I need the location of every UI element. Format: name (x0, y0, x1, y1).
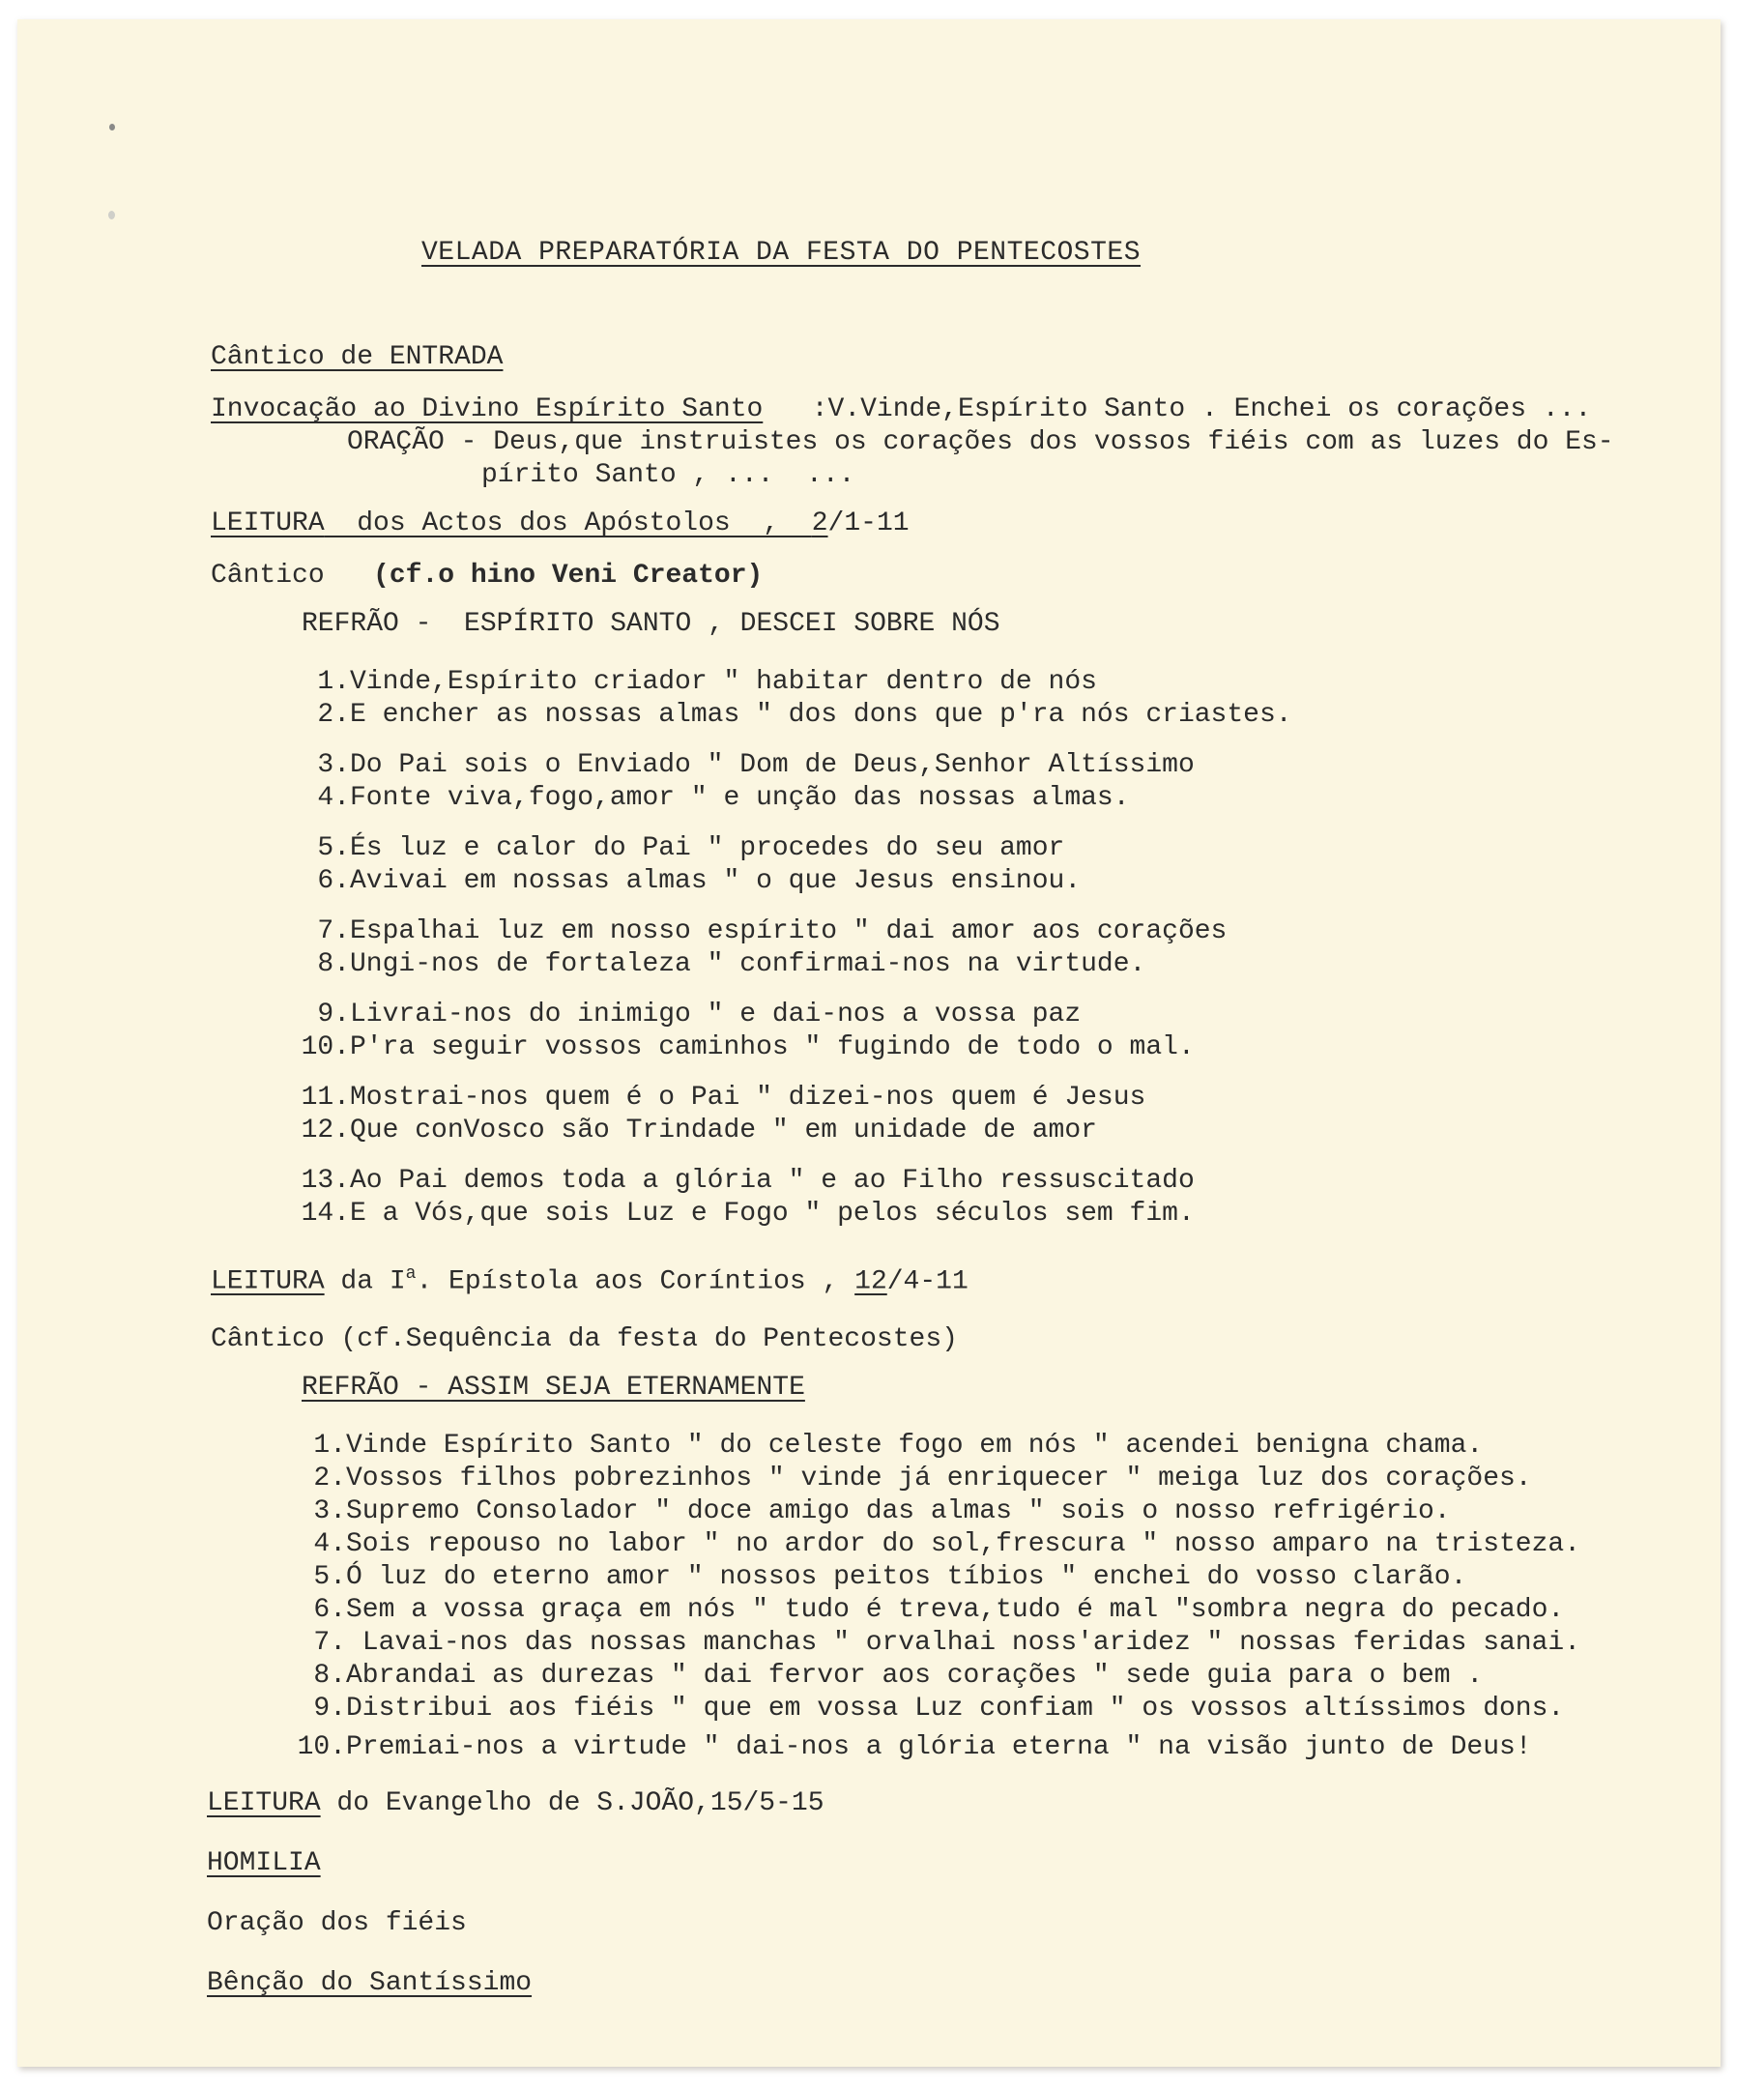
verse-line (288, 1628, 1580, 1659)
verse-number: 8. (317, 949, 350, 979)
verse-number: 5. (313, 1562, 346, 1592)
verse-line (292, 667, 1097, 698)
verse-number: 11. (301, 1083, 350, 1113)
verse-number: 9. (317, 1000, 350, 1030)
verse-text: Livrai-nos do inimigo " e dai-nos a vossa paz (350, 1000, 1082, 1030)
verse-number: 3. (317, 750, 350, 780)
verse-line (292, 916, 1227, 947)
verse-text: Supremo Consolador " doce amigo das almas " sois o nosso refrigério. (346, 1496, 1451, 1526)
verse-number: 12. (301, 1116, 350, 1146)
verse-line (288, 1694, 1564, 1725)
verse-number: 2. (313, 1464, 346, 1494)
verse-number: 7. (317, 916, 350, 946)
verse-line (288, 1732, 1532, 1763)
verse-text: Do Pai sois o Enviado " Dom de Deus,Senhor Altíssimo (350, 750, 1195, 780)
verse-text: Abrandai as durezas " dai fervor aos corações " sede guia para o bem . (346, 1661, 1484, 1691)
song1-title: Cântico (211, 561, 325, 591)
verse-text: E a Vós,que sois Luz e Fogo " pelos séculos sem fim. (350, 1199, 1195, 1229)
reading-label: LEITURA (207, 1788, 321, 1818)
verse-line (292, 1083, 1145, 1114)
verse-text: Vinde,Espírito criador " habitar dentro de nós (350, 667, 1097, 697)
entrance-song-heading: Cântico de ENTRADA (211, 342, 504, 372)
verse-text: Sem a vossa graça em nós " tudo é treva,tudo é mal "sombra negra do pecado. (346, 1595, 1565, 1625)
verse-line (288, 1464, 1532, 1494)
page-title: VELADA PREPARATÓRIA DA FESTA DO PENTECOSTES (421, 238, 1142, 268)
verse-text: És luz e calor do Pai " procedes do seu amor (350, 833, 1065, 863)
verse-number: 1. (317, 667, 350, 697)
song1-heading (211, 561, 763, 592)
verse-number: 1. (313, 1431, 346, 1461)
verse-number: 5. (317, 833, 350, 863)
verse-line (292, 1166, 1195, 1197)
invocation-versicle: :V.Vinde,Espírito Santo . Enchei os corações ... (811, 394, 1592, 424)
invocation-heading: Invocação ao Divino Espírito Santo (211, 394, 764, 424)
verse-line (292, 833, 1064, 864)
verse-text: Ao Pai demos toda a glória " e ao Filho ressuscitado (350, 1166, 1195, 1196)
reading-ref-verses: /4-11 (886, 1266, 969, 1297)
song2-refrain: REFRÃO - ASSIM SEJA ETERNAMENTE (302, 1373, 805, 1403)
reading-acts (211, 508, 910, 539)
verse-text: Fonte viva,fogo,amor " e unção das nossas almas. (350, 783, 1130, 813)
homily-heading: HOMILIA (207, 1848, 321, 1878)
song1-note: (cf.o hino Veni Creator) (373, 561, 764, 591)
verse-line (288, 1595, 1564, 1626)
paper-speck (108, 211, 115, 219)
song2-title: Cântico (cf.Sequência da festa do Pentecostes) (211, 1324, 958, 1354)
verse-text: Sois repouso no labor " no ardor do sol,frescura " nosso amparo na tristeza. (346, 1529, 1581, 1559)
verse-text: Espalhai luz em nosso espírito " dai amor aos corações (350, 916, 1228, 946)
verse-line (288, 1562, 1466, 1593)
verse-line (288, 1661, 1483, 1692)
verse-number: 13. (301, 1166, 350, 1196)
reading-gospel-source: do Evangelho de S.JOÃO,15/5-15 (320, 1788, 824, 1818)
invocation-prayer-line-1: ORAÇÃO - Deus,que instruistes os corações dos vossos fiéis com as luzes do Es- (347, 427, 1614, 457)
verse-number: 6. (313, 1595, 346, 1625)
verse-number: 9. (313, 1694, 346, 1724)
reading-source: dos Actos dos Apóstolos , (324, 508, 812, 538)
verse-text: Vinde Espírito Santo " do celeste fogo em nós " acendei benigna chama. (346, 1431, 1484, 1461)
verse-number: 8. (313, 1661, 346, 1691)
verse-text: Distribui aos fiéis " que em vossa Luz confiam " os vossos altíssimos dons. (346, 1694, 1565, 1724)
reading-ref-chapter: 2 (811, 508, 828, 538)
reading-source-a: da I (324, 1266, 406, 1297)
verse-number: 10. (301, 1032, 350, 1062)
verse-text: Que conVosco são Trindade " em unidade de amor (350, 1116, 1097, 1146)
verse-line (292, 700, 1292, 731)
verse-line (292, 1199, 1195, 1230)
verse-text: Ungi-nos de fortaleza " confirmai-nos na virtude. (350, 949, 1146, 979)
invocation-prayer-line-2: pírito Santo , ... ... (481, 460, 855, 490)
document-page (17, 19, 1721, 2067)
verse-line (292, 949, 1145, 980)
reading-source-b: . Epístola aos Coríntios , (416, 1266, 855, 1297)
verse-number: 2. (317, 700, 350, 730)
verse-number: 14. (301, 1199, 350, 1229)
verse-line (288, 1431, 1483, 1462)
paper-speck (109, 124, 115, 130)
verse-text: Vossos filhos pobrezinhos " vinde já enriquecer " meiga luz dos corações. (346, 1464, 1532, 1494)
verse-text: Mostrai-nos quem é o Pai " dizei-nos quem é Jesus (350, 1083, 1146, 1113)
verse-line (292, 1116, 1097, 1146)
verse-text: E encher as nossas almas " dos dons que p'ra nós criastes. (350, 700, 1292, 730)
reading-label: LEITURA (211, 1266, 325, 1297)
verse-number: 4. (313, 1529, 346, 1559)
verse-text: Lavai-nos das nossas manchas " orvalhai noss'aridez " nossas feridas sanai. (346, 1628, 1581, 1658)
verse-line (288, 1529, 1580, 1560)
faithful-prayer-heading: Oração dos fiéis (207, 1908, 467, 1938)
reading-ref-verses: /1-11 (827, 508, 910, 538)
verse-text: Ó luz do eterno amor " nossos peitos tíbios " enchei do vosso clarão. (346, 1562, 1467, 1592)
verse-number: 4. (317, 783, 350, 813)
reading-ref-chapter: 12 (854, 1266, 887, 1297)
verse-line (288, 1496, 1451, 1527)
reading-corinthians (211, 1259, 969, 1297)
verse-line (292, 750, 1195, 781)
blessing-heading: Bênção do Santíssimo (207, 1968, 533, 1998)
verse-number: 6. (317, 866, 350, 896)
verse-text: Premiai-nos a virtude " dai-nos a glória eterna " na visão junto de Deus! (346, 1732, 1532, 1762)
reading-label: LEITURA (211, 508, 325, 538)
verse-line (292, 866, 1081, 897)
verse-number: 7. (313, 1628, 346, 1658)
reading-gospel (207, 1788, 824, 1819)
invocation-line (211, 394, 1591, 425)
verse-number: 3. (313, 1496, 346, 1526)
song1-refrain: REFRÃO - ESPÍRITO SANTO , DESCEI SOBRE NÓS (302, 609, 1000, 639)
verse-number: 10. (297, 1732, 346, 1762)
verse-text: P'ra seguir vossos caminhos " fugindo de todo o mal. (350, 1032, 1195, 1062)
verse-line (292, 783, 1130, 814)
verse-line (292, 1000, 1081, 1030)
verse-line (292, 1032, 1195, 1063)
reading-superscript: a (405, 1264, 417, 1284)
verse-text: Avivai em nossas almas " o que Jesus ensinou. (350, 866, 1082, 896)
